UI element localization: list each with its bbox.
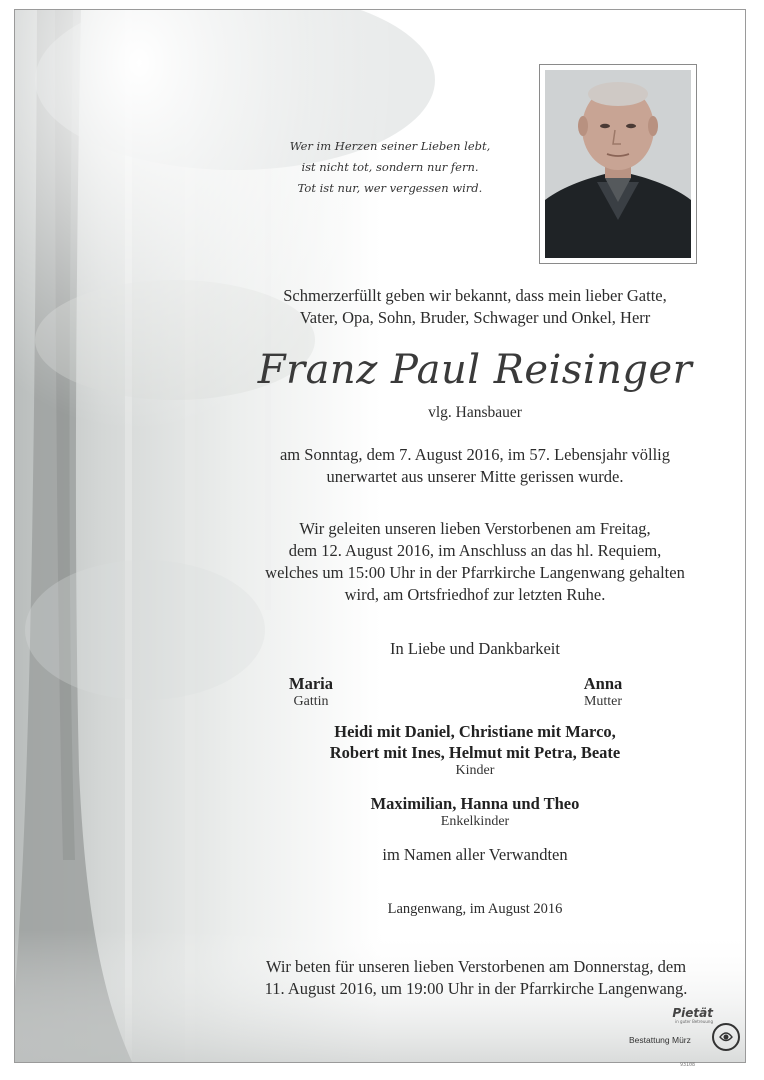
funeral-notice-line: dem 12. August 2016, im Anschluss an das hl. Requiem, [288, 541, 662, 560]
mourner-name: Maria [289, 674, 333, 693]
memorial-poem [265, 136, 515, 199]
deceased-nickname: vlg. Hansbauer [428, 404, 522, 421]
funeral-home-logo [627, 1006, 745, 1062]
prayer-notice-line: Wir beten für unseren lieben Verstorbenen am Donnerstag, dem [265, 957, 687, 976]
funeral-notice-line: welches um 15:00 Uhr in der Pfarrkirche Langenwang gehalten [265, 563, 685, 582]
death-notice-line: am Sonntag, dem 7. August 2016, im 57. Lebensjahr völlig [279, 445, 670, 464]
mourner-role: Gattin [293, 694, 329, 709]
obituary-card [14, 9, 746, 1063]
portrait-photo [545, 70, 691, 258]
death-notice [195, 444, 746, 488]
announcement-line: Vater, Opa, Sohn, Bruder, Schwager und Onkel, Herr [299, 308, 651, 327]
children-line: Robert mit Ines, Helmut mit Petra, Beate [329, 743, 621, 762]
mourner-role: Mutter [583, 694, 623, 709]
deceased-name: Franz Paul Reisinger [257, 347, 693, 393]
poem-line: Wer im Herzen seiner Lieben lebt, [289, 139, 491, 153]
place-date: Langenwang, im August 2016 [387, 901, 563, 917]
grandchildren-role: Enkelkinder [440, 814, 510, 829]
funeral-notice-line: Wir geleiten unseren lieben Verstorbenen am Freitag, [299, 519, 651, 538]
announcement [195, 285, 746, 329]
death-notice-line: unerwartet aus unserer Mitte gerissen wurde. [326, 467, 624, 486]
funeral-notice-line: wird, am Ortsfriedhof zur letzten Ruhe. [344, 585, 606, 604]
rose-in-circle-icon [711, 1022, 741, 1052]
announcement-line: Schmerzerfüllt geben wir bekannt, dass mein lieber Gatte, [283, 286, 667, 305]
children-line: Heidi mit Daniel, Christiane mit Marco, [334, 722, 616, 741]
prayer-notice [181, 956, 746, 1000]
portrait-photo-frame [539, 64, 697, 264]
prayer-notice-line: 11. August 2016, um 19:00 Uhr in der Pfarrkirche Langenwang. [264, 979, 688, 998]
children-role: Kinder [455, 763, 495, 778]
document-code: 93108 [680, 1062, 696, 1068]
logo-tagline: in guter Betreuung [675, 1019, 713, 1024]
poem-line: Tot ist nur, wer vergessen wird. [297, 181, 483, 195]
mourner-name: Anna [583, 674, 623, 693]
mourners-grandchildren [195, 793, 746, 830]
relatives-line: im Namen aller Verwandten [382, 845, 568, 864]
logo-brand: Pietät [672, 1006, 713, 1020]
mourner-mother [533, 673, 673, 710]
poem-line: ist nicht tot, sondern nur fern. [301, 160, 479, 174]
mourner-wife [241, 673, 381, 710]
logo-name: Bestattung Mürz [629, 1035, 691, 1045]
gratitude-line: In Liebe und Dankbarkeit [390, 639, 560, 658]
grandchildren-line: Maximilian, Hanna und Theo [370, 794, 580, 813]
mourners-children [195, 721, 746, 779]
funeral-notice [195, 518, 746, 606]
